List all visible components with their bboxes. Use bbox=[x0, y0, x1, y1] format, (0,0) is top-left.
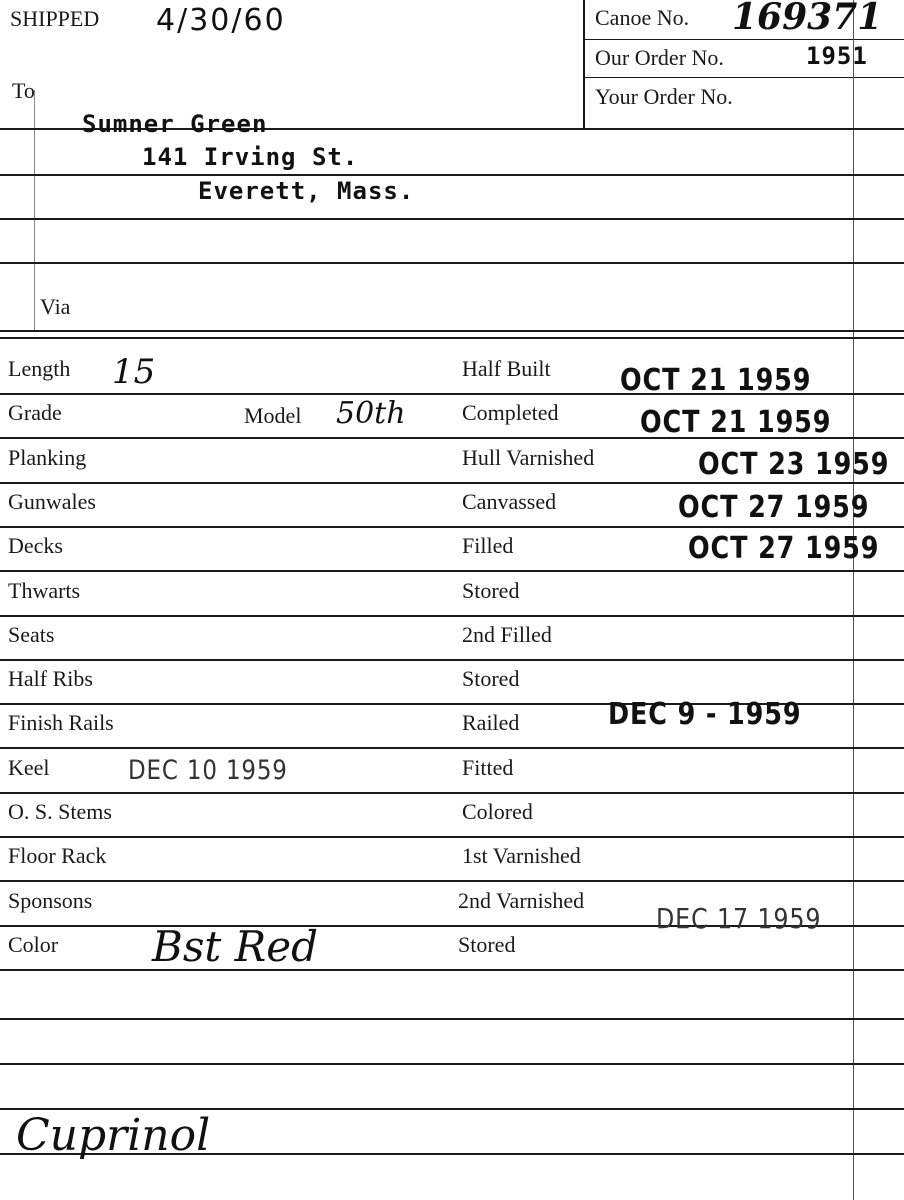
row-label-completed: Completed bbox=[462, 400, 559, 426]
row-label-2nd-varnished: 2nd Varnished bbox=[458, 887, 585, 913]
row-label-half-ribs: Half Ribs bbox=[8, 666, 93, 692]
right-margin-line bbox=[853, 0, 854, 1200]
completed-stamp: OCT 21 1959 bbox=[640, 405, 832, 440]
canvassed-stamp: OCT 27 1959 bbox=[678, 490, 870, 525]
row-label-half-built: Half Built bbox=[462, 356, 551, 381]
blank-rule-1 bbox=[0, 1018, 904, 1020]
hull-varnished-stamp: OCT 23 1959 bbox=[698, 447, 890, 482]
model-value: 50th bbox=[336, 396, 406, 431]
row-label-filled: Filled bbox=[462, 533, 514, 559]
row-label-1st-varnished: 1st Varnished bbox=[462, 843, 581, 869]
row-rule bbox=[0, 836, 904, 838]
to-label: To bbox=[12, 78, 35, 103]
left-margin-line bbox=[34, 90, 35, 330]
row-label-grade: Grade bbox=[8, 400, 62, 426]
railed-stamp: DEC 9 - 1959 bbox=[608, 697, 802, 732]
row-label-hull-varnished: Hull Varnished bbox=[462, 444, 595, 470]
filled-stamp: OCT 27 1959 bbox=[688, 531, 880, 566]
row-rule bbox=[0, 615, 904, 617]
row-rule bbox=[0, 747, 904, 749]
half-built-stamp: OCT 21 1959 bbox=[620, 363, 812, 398]
row-label-canvassed: Canvassed bbox=[462, 488, 557, 514]
row-label-finish-rails: Finish Rails bbox=[8, 710, 114, 736]
row-label-railed: Railed bbox=[462, 710, 520, 736]
row-label-gunwales: Gunwales bbox=[8, 488, 96, 514]
row-label-seats: Seats bbox=[8, 621, 55, 647]
row-label-stored: Stored bbox=[458, 931, 516, 957]
your-order-label: Your Order No. bbox=[595, 84, 733, 109]
our-order-value: 1951 bbox=[806, 42, 868, 70]
row-label-fitted: Fitted bbox=[462, 754, 514, 780]
row-label-o-s-stems: O. S. Stems bbox=[8, 799, 112, 824]
header-divider-vertical bbox=[583, 0, 585, 128]
length-value: 15 bbox=[112, 352, 156, 392]
via-rule-double-bottom bbox=[0, 337, 904, 339]
address-rule-4 bbox=[0, 262, 904, 264]
address-rule-3 bbox=[0, 218, 904, 220]
via-rule-double-top bbox=[0, 330, 904, 332]
row-label-colored: Colored bbox=[462, 799, 533, 824]
our-order-label: Our Order No. bbox=[595, 45, 724, 70]
canoe-no-value: 169371 bbox=[732, 0, 883, 38]
row-label-color: Color bbox=[8, 931, 59, 957]
row-label-stored: Stored bbox=[462, 666, 520, 692]
row-label-length: Length bbox=[8, 356, 71, 381]
row-rule bbox=[0, 969, 904, 971]
address-line-1: Sumner Green bbox=[82, 110, 268, 138]
row-rule bbox=[0, 880, 904, 882]
row-label-2nd-filled: 2nd Filled bbox=[462, 621, 552, 647]
row-label-stored: Stored bbox=[462, 577, 520, 603]
header-rule-right-1 bbox=[585, 39, 904, 40]
canoe-no-label: Canoe No. bbox=[595, 5, 690, 30]
row-label-sponsons: Sponsons bbox=[8, 887, 93, 913]
row-label-floor-rack: Floor Rack bbox=[8, 843, 107, 869]
row-rule bbox=[0, 570, 904, 572]
row-label-keel: Keel bbox=[8, 754, 50, 780]
row-label-planking: Planking bbox=[8, 444, 87, 470]
row-label-thwarts: Thwarts bbox=[8, 577, 81, 603]
address-rule-2 bbox=[0, 174, 904, 176]
blank-rule-2 bbox=[0, 1063, 904, 1065]
footer-note: Cuprinol bbox=[16, 1110, 211, 1161]
row-label-decks: Decks bbox=[8, 533, 63, 559]
address-line-3: Everett, Mass. bbox=[198, 177, 415, 205]
header-rule-right-2 bbox=[585, 77, 904, 78]
color-value: Bst Red bbox=[152, 922, 319, 971]
model-label: Model bbox=[244, 403, 302, 428]
row-rule bbox=[0, 659, 904, 661]
via-label: Via bbox=[40, 294, 71, 319]
shipped-label: SHIPPED bbox=[10, 6, 100, 31]
keel-stamp: DEC 10 1959 bbox=[128, 755, 288, 786]
address-line-2: 141 Irving St. bbox=[142, 143, 359, 171]
row-rule bbox=[0, 526, 904, 528]
shipped-date: 4/30/60 bbox=[156, 3, 286, 38]
row-rule bbox=[0, 792, 904, 794]
2nd-varnished-stamp: DEC 17 1959 bbox=[656, 902, 822, 935]
